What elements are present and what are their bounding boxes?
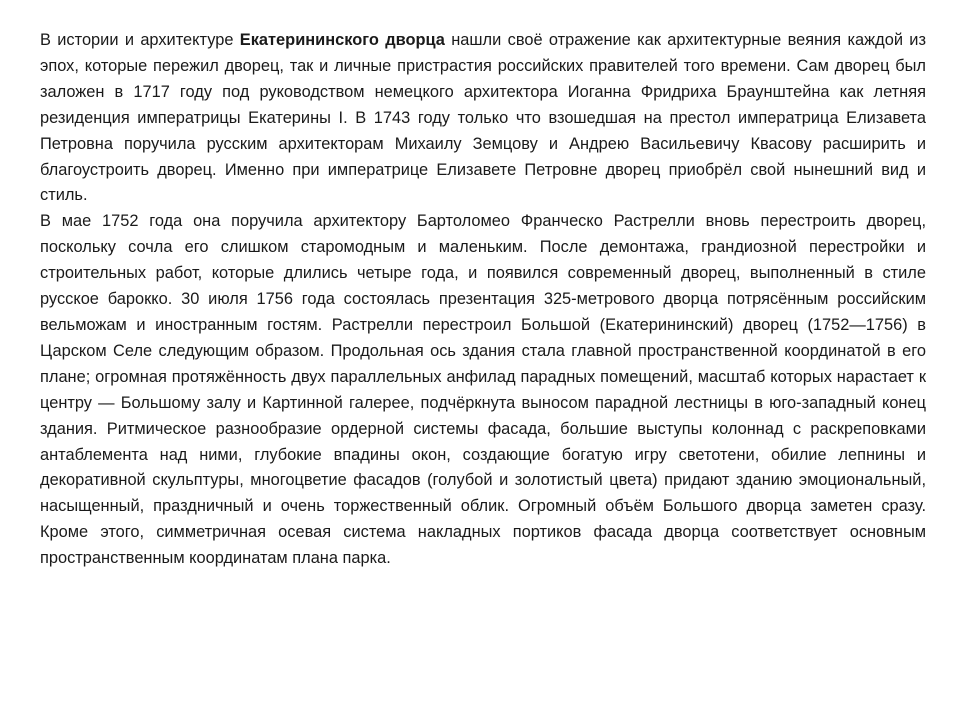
paragraph-1-intro: В истории и архитектуре [40, 31, 240, 49]
palace-name-bold: Екатерининского дворца [239, 31, 445, 49]
paragraph-1 [40, 28, 926, 209]
paragraph-1-body: нашли своё отражение как архитектурные веяния каждой из эпох, которые пережил дворец, так и личные пристрастия российских правителей того времени. Сам дворец был заложен в 1717 году под руководством немецкого архитектора Иоганна Фридриха Браунштейна как летняя резиденция императрицы Екатерины I. В 1743 году только что взошедшая на престол императрица Елизавета Петровна поручила русским архитекторам Михаилу Земцову и Андрею Васильевичу Квасову расширить и благоустроить дворец. Именно при императрице Елизавете Петровне дворец приобрёл свой нынешний вид и стиль. [40, 31, 926, 205]
paragraph-2: В мае 1752 года она поручила архитектору Бартоломео Франческо Растрелли вновь перестроить дворец, поскольку сочла его слишком старомодным и маленьким. После демонтажа, грандиозной перестройки и строительных работ, которые длились четыре года, и появился современный дворец, выполненный в стиле русское барокко. 30 июля 1756 года состоялась презентация 325-метрового дворца потрясённым российским вельможам и иностранным гостям. Растрелли перестроил Большой (Екатерининский) дворец (1752—1756) в Царском Селе следующим образом. Продольная ось здания стала главной пространственной координатой в его плане; огромная протяжённость двух параллельных анфилад парадных помещений, масштаб которых нарастает к центру — Большому залу и Картинной галерее, подчёркнута выносом парадной лестницы в юго-западный конец здания. Ритмическое разнообразие ордерной системы фасада, большие выступы колоннад с раскреповками антаблемента над ними, глубокие впадины окон, создающие богатую игру светотени, обилие лепнины и декоративной скульптуры, многоцветие фасадов (голубой и золотистый цвета) придают зданию эмоциональный, насыщенный, праздничный и очень торжественный облик. Огромный объём Большого дворца заметен сразу. Кроме этого, симметричная осевая система накладных портиков фасада дворца соответствует основным пространственным координатам плана парка. [40, 212, 926, 568]
text-block [40, 28, 926, 572]
